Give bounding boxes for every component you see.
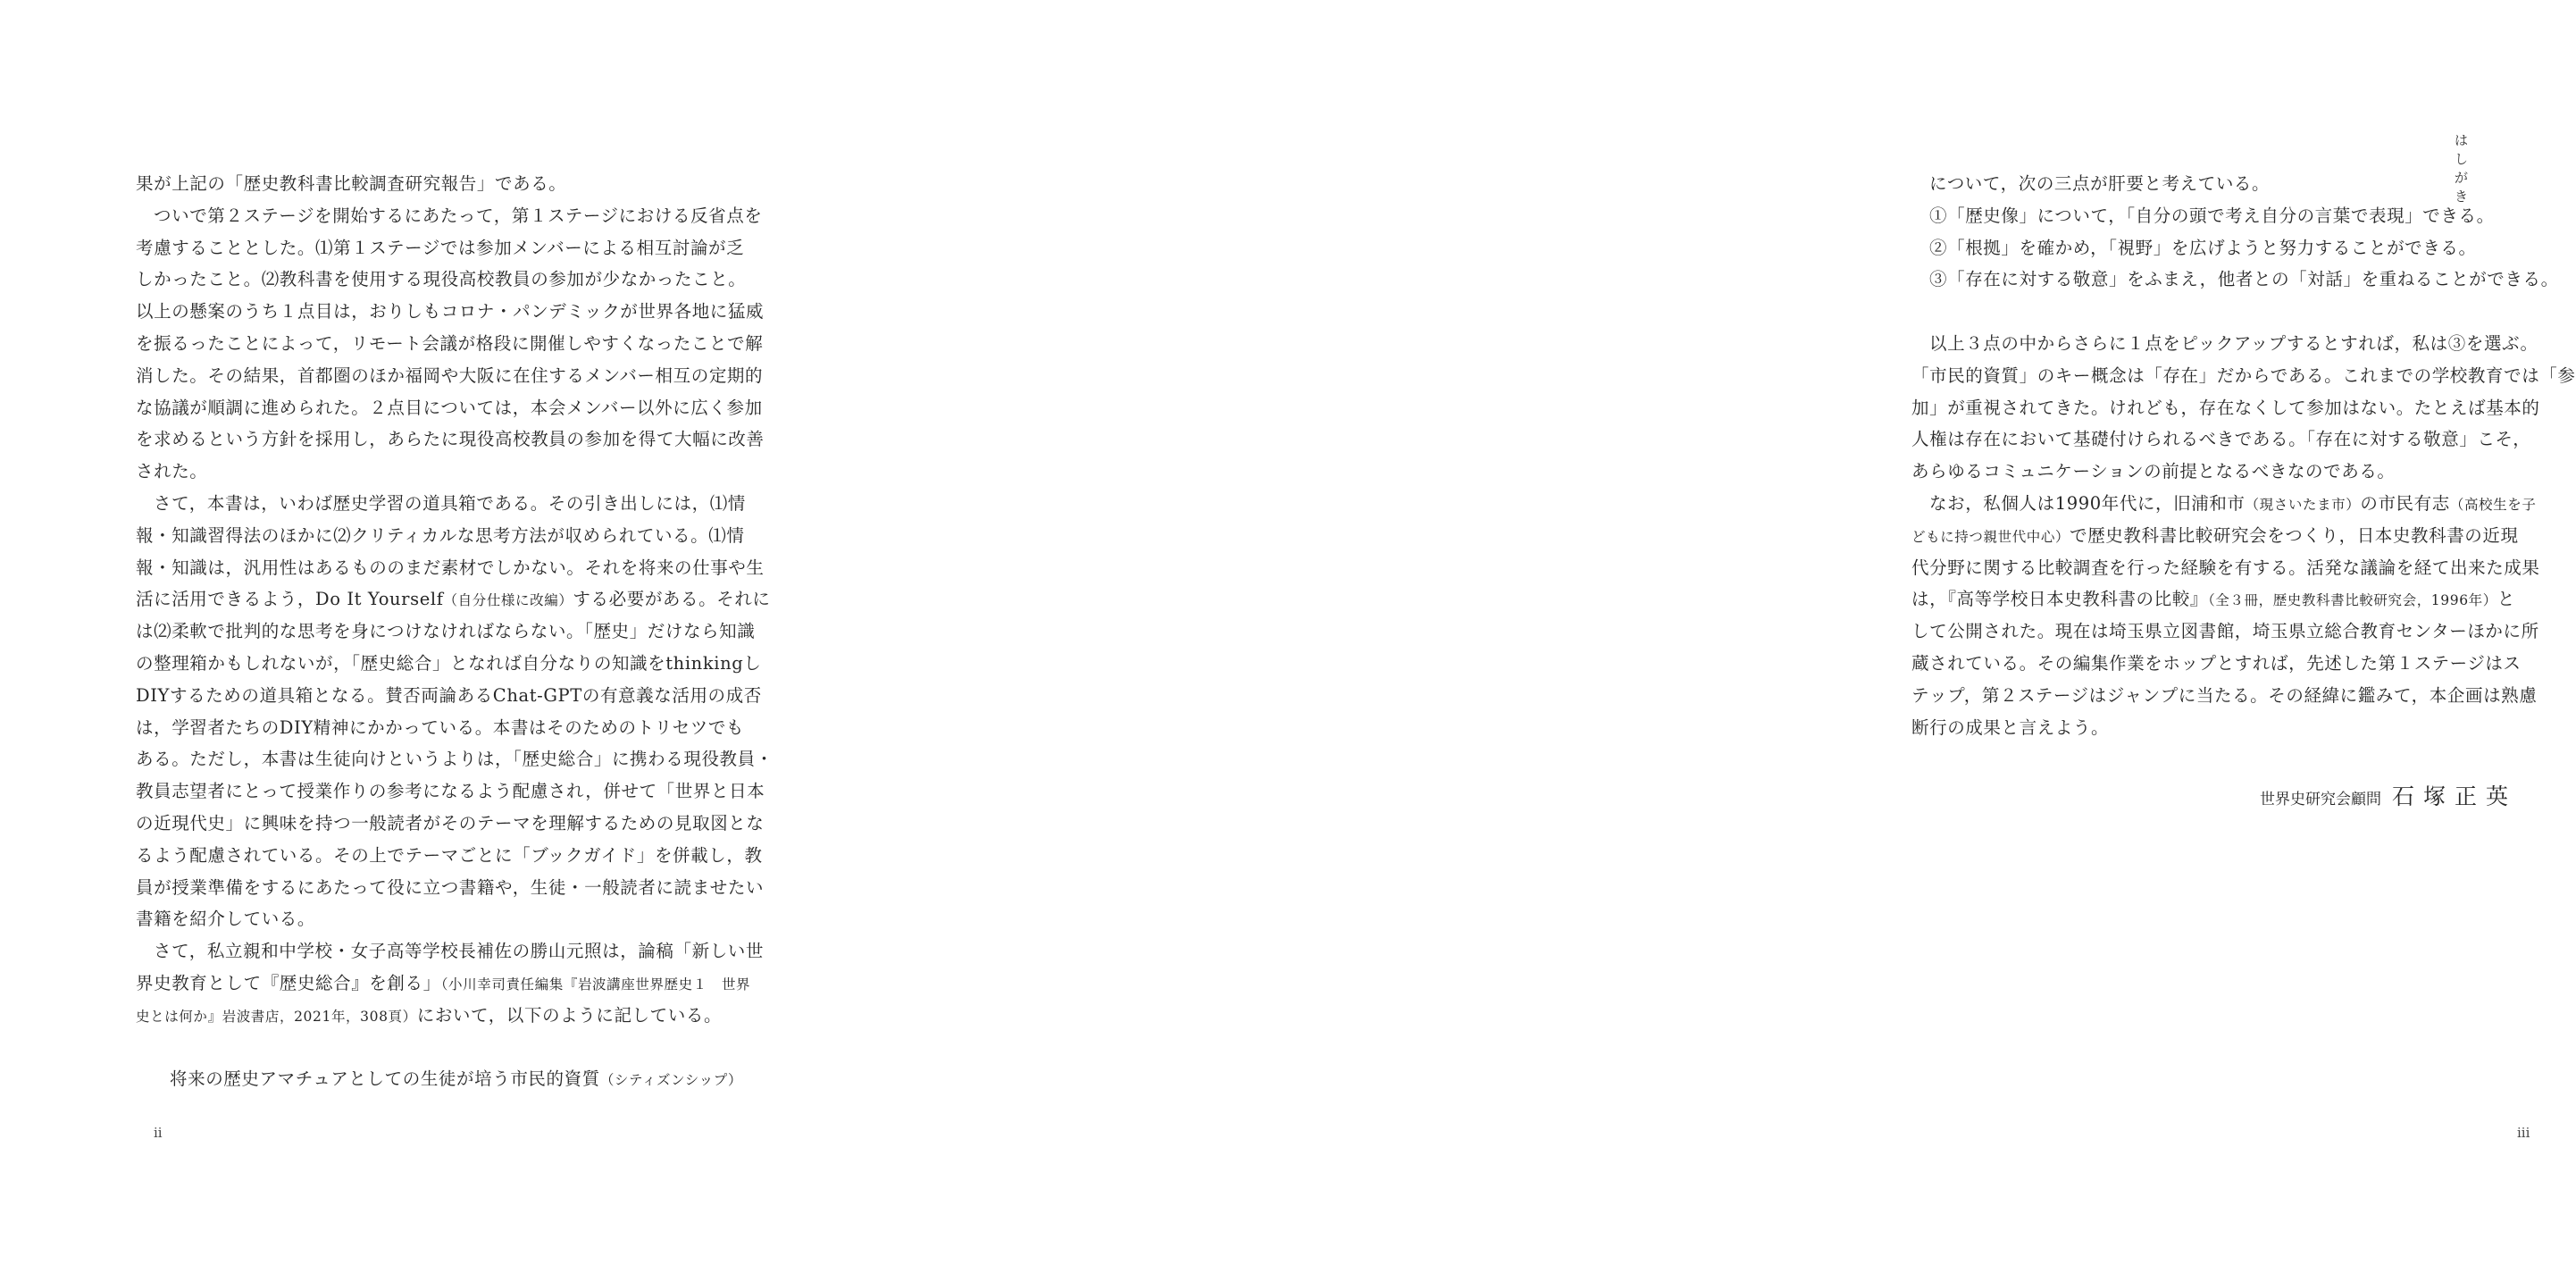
text-line: 教員志望者にとって授業作りの参考になるよう配慮され，併せて「世界と日本 xyxy=(136,781,765,802)
parenthetical-note: （現さいたま市） xyxy=(2245,496,2361,513)
text-run: の市民有志 xyxy=(2360,492,2450,514)
text-run: 界史教育として『歴史総合』を創る」 xyxy=(136,972,441,993)
text-run: 将来の歴史アマチュアとしての生徒が培う市民的資質 xyxy=(170,1068,600,1090)
page-number-right: iii xyxy=(2517,1125,2530,1141)
text-line: 断行の成果と言えよう。 xyxy=(1911,716,2110,738)
text-run: 活に活用できるよう，Do It Yourself xyxy=(136,589,444,610)
text-line: るよう配慮されている。その上でテーマごとに「ブックガイド」を併載し，教 xyxy=(136,844,763,866)
numbered-point: ②「根拠」を確かめ，「視野」を広げようと努力することができる。 xyxy=(1929,237,2477,258)
numbered-point: ①「歴史像」について，「自分の頭で考え自分の言葉で表現」できる。 xyxy=(1929,205,2495,226)
text-line: して公開された。現在は埼玉県立図書館，埼玉県立総合教育センターほかに所 xyxy=(1911,621,2539,642)
citation-note: （小川幸司責任編集『岩波講座世界歴史１ 世界 xyxy=(440,976,751,993)
author-name: 石塚正英 xyxy=(2392,783,2518,809)
author-signature xyxy=(2260,779,2517,811)
text-line: 果が上記の「歴史教科書比較調査研究報告」である。 xyxy=(136,173,567,194)
text-line: 報・知識習得法のほかに⑵クリティカルな思考方法が収められている。⑴情 xyxy=(136,524,745,546)
left-page-body xyxy=(136,168,774,1095)
text-line: テップ，第２ステージはジャンプに当たる。その経緯に鑑みて，本企画は熟慮 xyxy=(1911,684,2538,706)
text-line: 加」が重視されてきた。けれども，存在なくして参加はない。たとえば基本的 xyxy=(1911,397,2540,418)
left-page xyxy=(0,0,893,1265)
numbered-point: ③「存在に対する敬意」をふまえ，他者との「対話」を重ねることができる。 xyxy=(1929,269,2559,290)
text-line: を振るったことによって，リモート会議が格段に開催しやすくなったことで解 xyxy=(136,332,764,354)
text-line: の整理箱かもしれないが，「歴史総合」となれば自分なりの知識をthinkingし xyxy=(136,652,762,674)
right-page-body xyxy=(1911,168,2576,743)
text-line: は⑵柔軟で批判的な思考を身につけなければならない。「歴史」だけなら知識 xyxy=(136,621,756,642)
text-line: 蔵されている。その編集作業をホップとすれば，先述した第１ステージはス xyxy=(1911,652,2522,674)
parenthetical-note: （シティズンシップ） xyxy=(599,1072,743,1089)
text-run: で歴史教科書比較研究会をつくり，日本史教科書の近現 xyxy=(2070,524,2519,546)
text-line: 考慮することとした。⑴第１ステージでは参加メンバーによる相互討論が乏 xyxy=(136,237,745,258)
text-line: DIYするための道具箱となる。賛否両論あるChat-GPTの有意義な活用の成否 xyxy=(136,684,762,706)
text-line: 報・知識は，汎用性はあるもののまだ素材でしかない。それを将来の仕事や生 xyxy=(136,557,765,578)
text-line: ある。ただし，本書は生徒向けというよりは，「歴史総合」に携わる現役教員・ xyxy=(136,749,774,770)
text-line xyxy=(136,1000,770,1032)
text-line: 代分野に関する比較調査を行った経験を有する。活発な議論を経て出来た成果 xyxy=(1911,557,2540,578)
text-line: の近現代史」に興味を持つ一般読者がそのテーマを理解するための見取図とな xyxy=(136,812,765,834)
text-line: ついで第２ステージを開始するにあたって，第１ステージにおける反省点を xyxy=(154,205,763,226)
text-line xyxy=(1911,488,2547,520)
text-line: な協議が順調に進められた。２点目については，本会メンバー以外に広く参加 xyxy=(136,397,763,418)
text-line: について，次の三点が肝要と考えている。 xyxy=(1929,173,2271,194)
text-line: さて，私立親和中学校・女子高等学校長補佐の勝山元照は，論稿「新しい世 xyxy=(154,941,765,962)
author-title: 世界史研究会顧問 xyxy=(2260,791,2381,808)
text-line: さて，本書は，いわば歴史学習の道具箱である。その引き出しには，⑴情 xyxy=(154,492,746,514)
text-line: 以上の懸案のうち１点目は，おりしもコロナ・パンデミックが世界各地に猛威 xyxy=(136,301,765,323)
citation-note: 史とは何か』岩波書店，2021年，308頁） xyxy=(136,1008,417,1025)
text-line: 以上３点の中からさらに１点をピックアップするとすれば，私は③を選ぶ。 xyxy=(1929,332,2538,354)
blank-line xyxy=(1911,296,2547,328)
text-line: しかったこと。⑵教科書を使用する現役高校教員の参加が少なかったこと。 xyxy=(136,269,747,290)
text-line: 消した。その結果，首都圏のほか福岡や大阪に在住するメンバー相互の定期的 xyxy=(136,364,764,386)
running-head: はしがき xyxy=(2455,132,2471,205)
blank-line xyxy=(136,1032,770,1064)
text-line xyxy=(136,583,770,616)
text-line: された。 xyxy=(136,461,208,482)
text-run: と xyxy=(2497,589,2515,610)
text-line xyxy=(1911,583,2547,616)
right-page xyxy=(893,0,2576,1265)
text-line: を求めるという方針を採用し，あらたに現役高校教員の参加を得て大幅に改善 xyxy=(136,429,765,450)
text-run: する必要がある。それに xyxy=(573,589,771,610)
text-line xyxy=(136,968,770,1000)
citation-note: （全３冊，歴史教科書比較研究会，1996年） xyxy=(2207,592,2497,609)
text-line xyxy=(1911,520,2547,552)
text-run: において，以下のように記している。 xyxy=(416,1004,723,1026)
page-number-left: ii xyxy=(154,1125,163,1141)
parenthetical-note: どもに持つ親世代中心） xyxy=(1911,528,2070,545)
quotation-line xyxy=(136,1063,770,1095)
text-run: は，『高等学校日本史教科書の比較』 xyxy=(1911,589,2208,610)
parenthetical-note: （高校生を子 xyxy=(2449,496,2537,513)
text-line: 「市民的資質」のキー概念は「存在」だからである。これまでの学校教育では「参 xyxy=(1911,364,2576,386)
text-line: は，学習者たちのDIY精神にかかっている。本書はそのためのトリセツでも xyxy=(136,716,745,738)
text-line: 人権は存在において基礎付けられるべきである。「存在に対する敬意」こそ， xyxy=(1911,429,2531,450)
text-line: あらゆるコミュニケーションの前提となるべきなのである。 xyxy=(1911,461,2396,482)
parenthetical-note: （自分仕様に改編） xyxy=(443,592,573,609)
text-line: 員が授業準備をするにあたって役に立つ書籍や，生徒・一般読者に読ませたい xyxy=(136,876,765,898)
text-line: 書籍を紹介している。 xyxy=(136,909,316,930)
text-run: なお，私個人は1990年代に，旧浦和市 xyxy=(1929,492,2246,514)
